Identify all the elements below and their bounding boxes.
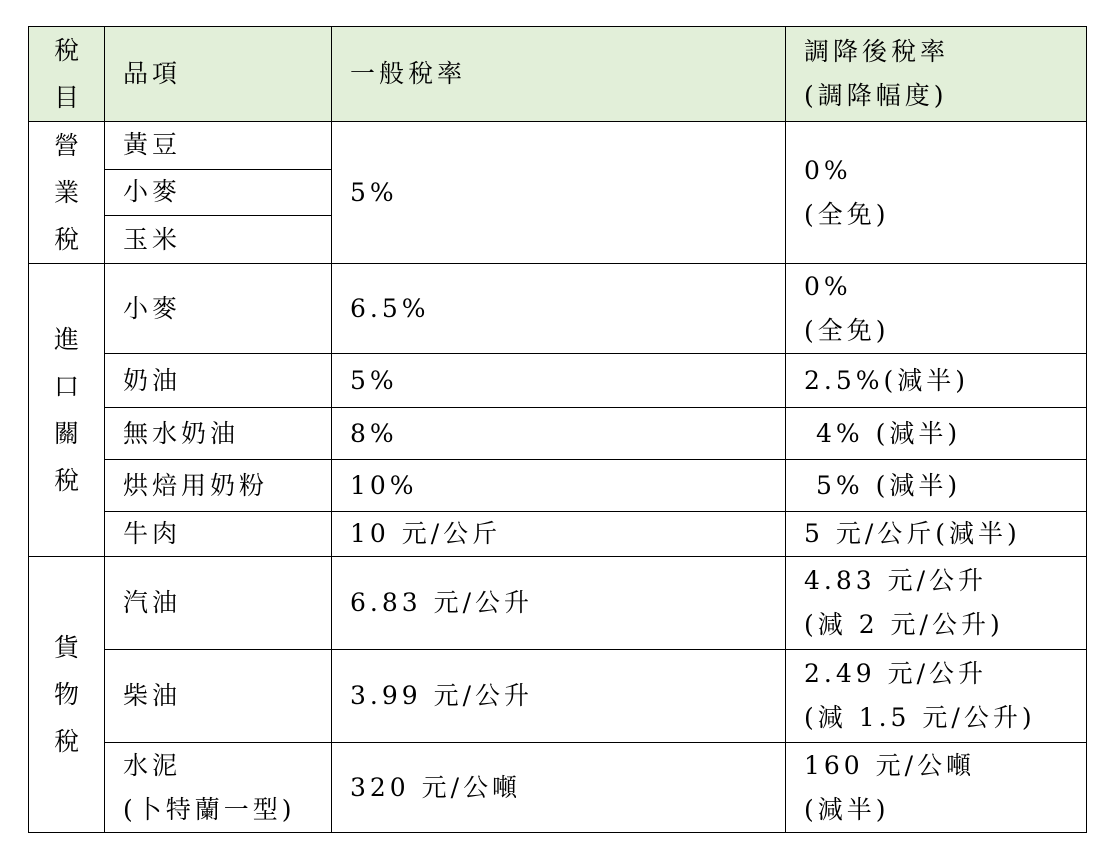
item-name: 柴油 [105, 650, 332, 743]
table-row [29, 650, 1087, 743]
table-row [29, 460, 1087, 512]
reduced-rate-line1: 2.49 元/公升 [804, 659, 988, 688]
item-name: 汽油 [105, 557, 332, 650]
header-reduced-rate-line1: 調降後稅率 [804, 37, 950, 66]
header-row [29, 27, 1087, 122]
reduced-rate [786, 557, 1087, 650]
category-commodity-tax-text: 貨物稅 [54, 633, 80, 756]
item-name: 牛肉 [105, 512, 332, 557]
business-tax-normal-rate: 5% [332, 122, 786, 264]
normal-rate: 6.5% [332, 264, 786, 354]
reduced-rate: 5 元/公斤(減半) [786, 512, 1087, 557]
normal-rate: 8% [332, 408, 786, 460]
item-name-line2: (卜特蘭一型) [123, 794, 296, 824]
category-import-duty-text: 進口關稅 [54, 325, 80, 495]
category-business-tax [29, 122, 105, 264]
header-category-text: 稅目 [54, 36, 80, 112]
reduced-rate-line2: (減 2 元/公升) [804, 610, 1004, 639]
item-corn: 玉米 [105, 216, 332, 264]
item-wheat: 小麥 [105, 169, 332, 216]
reduced-rate: 5% (減半) [786, 460, 1087, 512]
reduced-rate-line1: 0% [804, 271, 852, 301]
normal-rate: 10 元/公斤 [332, 512, 786, 557]
table-row [29, 354, 1087, 408]
item-name: 烘焙用奶粉 [105, 460, 332, 512]
normal-rate: 6.83 元/公升 [332, 557, 786, 650]
header-normal-rate: 一般稅率 [332, 27, 786, 122]
tax-rate-table [28, 26, 1087, 833]
item-name-line1: 水泥 [123, 750, 182, 780]
reduced-rate-line2: (全免) [804, 315, 890, 345]
category-commodity-tax [29, 557, 105, 833]
business-tax-reduced-rate [786, 122, 1087, 264]
normal-rate: 5% [332, 354, 786, 408]
header-reduced-rate [786, 27, 1087, 122]
reduced-rate: 4% (減半) [786, 408, 1087, 460]
table-row [29, 743, 1087, 833]
reduced-rate-line2: (減半) [804, 794, 890, 824]
business-tax-reduced-line2: (全免) [804, 199, 890, 229]
reduced-rate-line2: (減 1.5 元/公升) [804, 703, 1036, 732]
table-row [29, 122, 1087, 170]
reduced-rate-line1: 4.83 元/公升 [804, 566, 988, 595]
item-soybean: 黃豆 [105, 122, 332, 170]
normal-rate: 320 元/公噸 [332, 743, 786, 833]
reduced-rate: 2.5%(減半) [786, 354, 1087, 408]
table-row [29, 512, 1087, 557]
reduced-rate [786, 264, 1087, 354]
table-row [29, 557, 1087, 650]
item-name [105, 743, 332, 833]
category-business-tax-text: 營業稅 [54, 131, 80, 254]
reduced-rate [786, 650, 1087, 743]
normal-rate: 10% [332, 460, 786, 512]
reduced-rate [786, 743, 1087, 833]
table-row [29, 264, 1087, 354]
header-item: 品項 [105, 27, 332, 122]
item-name: 小麥 [105, 264, 332, 354]
reduced-rate-line1: 160 元/公噸 [804, 750, 976, 780]
header-reduced-rate-line2: (調降幅度) [804, 81, 948, 110]
normal-rate: 3.99 元/公升 [332, 650, 786, 743]
category-import-duty [29, 264, 105, 557]
item-name: 奶油 [105, 354, 332, 408]
business-tax-reduced-line1: 0% [804, 155, 852, 185]
header-category [29, 27, 105, 122]
table-row [29, 408, 1087, 460]
item-name: 無水奶油 [105, 408, 332, 460]
